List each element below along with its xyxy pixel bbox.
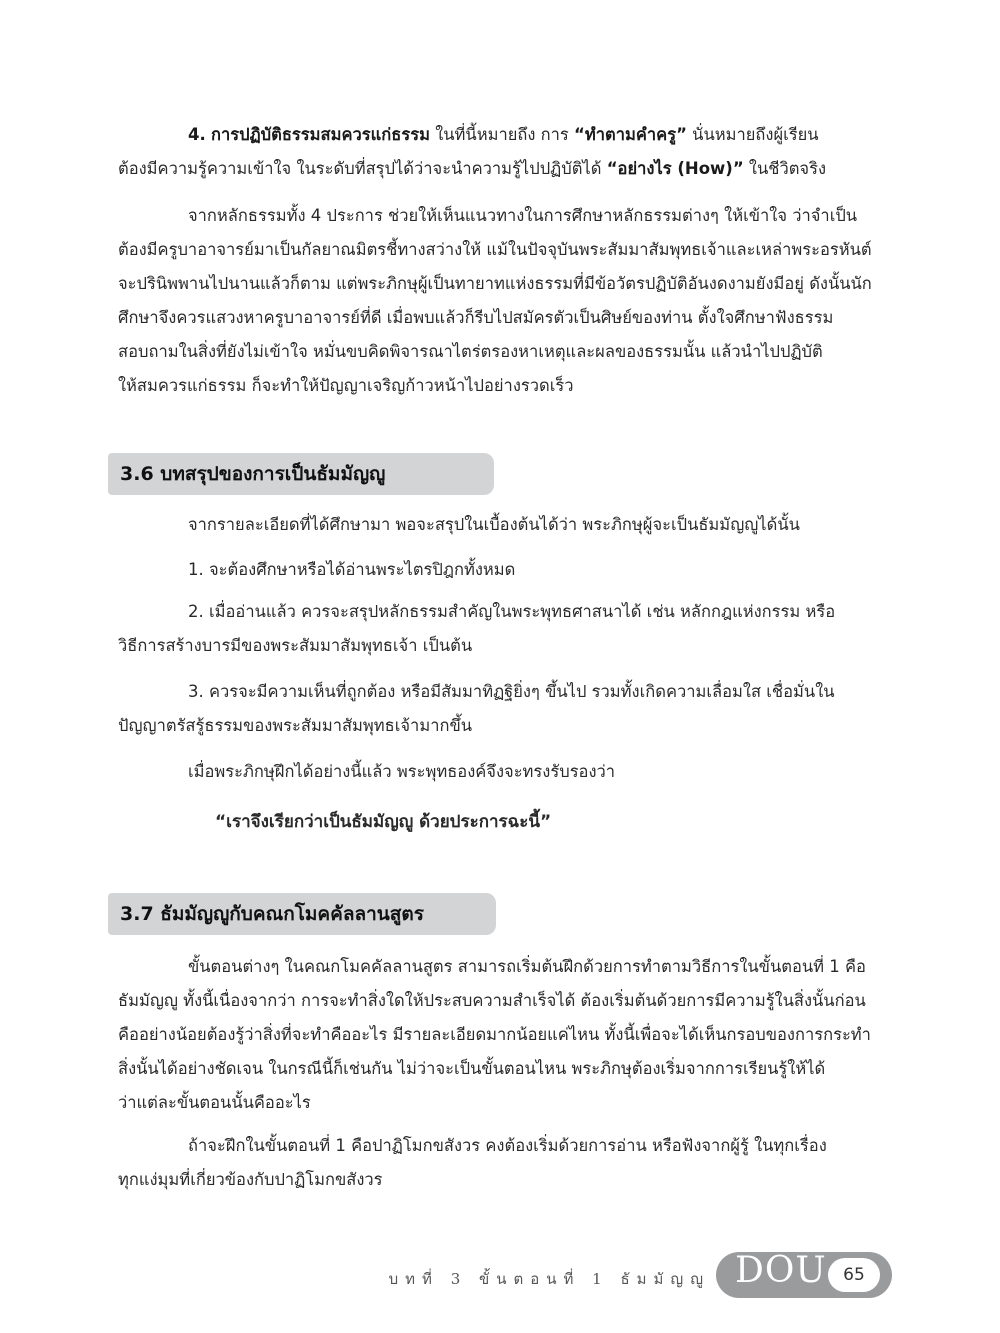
section-3-7-paragraph2 bbox=[118, 1129, 896, 1197]
text-line: ธัมมัญญู ทั้งนี้เนื่องจากว่า การจะทำสิ่งใดให้ประสบความสำเร็จได้ ต้องเริ่มต้นด้วยการมีความรู้ในสิ่งนั้นก่อน bbox=[118, 991, 866, 1010]
text-line: คืออย่างน้อยต้องรู้ว่าสิ่งที่จะทำคืออะไร มีรายละเอียดมากน้อยแค่ไหน ทั้งนี้เพื่อจะได้เห็นกรอบของการกระทำ bbox=[118, 1025, 871, 1044]
text-line: 1. จะต้องศึกษาหรือได้อ่านพระไตรปิฎกทั้งหมด bbox=[188, 560, 516, 579]
text-line: เมื่อพระภิกษุฝึกได้อย่างนี้แล้ว พระพุทธองค์จึงจะทรงรับรองว่า bbox=[188, 762, 616, 781]
text-line: ให้สมควรแก่ธรรม ก็จะทำให้ปัญญาเจริญก้าวหน้าไปอย่างรวดเร็ว bbox=[118, 376, 574, 395]
item4-paragraph bbox=[118, 118, 896, 186]
section-3-6-intro bbox=[118, 508, 896, 542]
text-line: วิธีการสร้างบารมีของพระสัมมาสัมพุทธเจ้า เป็นต้น bbox=[118, 636, 473, 655]
item4-text1: ในที่นี้หมายถึง การ bbox=[429, 125, 575, 144]
text-line: ต้องมีครูบาอาจารย์มาเป็นกัลยาณมิตรชี้ทางสว่างให้ แม้ในปัจจุบันพระสัมมาสัมพุทธเจ้าและเหล่าพระอรหันต์ bbox=[118, 240, 872, 259]
item4-quote1: “ทำตามคำครู” bbox=[574, 125, 687, 144]
text-line: สิ่งนั้นได้อย่างชัดเจน ในกรณีนี้ก็เช่นกัน ไม่ว่าจะเป็นขั้นตอนไหน พระภิกษุต้องเริ่มจากการเรียนรู้ให้ได้ bbox=[118, 1059, 826, 1078]
text-line: ถ้าจะฝึกในขั้นตอนที่ 1 คือปาฏิโมกขสังวร คงต้องเริ่มด้วยการอ่าน หรือฟังจากผู้รู้ ในทุกเรื่อง bbox=[188, 1136, 827, 1155]
text-line: 3. ควรจะมีความเห็นที่ถูกต้อง หรือมีสัมมาทิฏฐิยิ่งๆ ขึ้นไป รวมทั้งเกิดความเลื่อมใส เชื่อมั่นใน bbox=[188, 682, 835, 701]
item4-title: การปฏิบัติธรรมสมควรแก่ธรรม bbox=[211, 125, 430, 144]
summary-paragraph bbox=[118, 199, 896, 403]
text-line: ว่าแต่ละขั้นตอนนั้นคืออะไร bbox=[118, 1093, 311, 1112]
text-line: ทุกแง่มุมที่เกี่ยวข้องกับปาฏิโมกขสังวร bbox=[118, 1170, 383, 1189]
item4-line2 bbox=[118, 152, 896, 186]
footer-chapter-title: บทที่ 3 ขั้นตอนที่ 1 ธัมมัญญู bbox=[388, 1270, 710, 1288]
text-line: ขั้นตอนต่างๆ ในคณกโมคคัลลานสูตร สามารถเริ่มต้นฝึกด้วยการทำตามวิธีการในขั้นตอนที่ 1 คือ bbox=[188, 957, 866, 976]
item4-text3: ต้องมีความรู้ความเข้าใจ ในระดับที่สรุปได้ว่าจะนำความรู้ไปปฏิบัติได้ bbox=[118, 159, 607, 178]
item4-text2: นั่นหมายถึงผู้เรียน bbox=[686, 125, 819, 144]
text-line: จากรายละเอียดที่ได้ศึกษามา พอจะสรุปในเบื้องต้นได้ว่า พระภิกษุผู้จะเป็นธัมมัญญูได้นั้น bbox=[188, 515, 800, 534]
item4-text4: ในชีวิตจริง bbox=[743, 159, 827, 178]
page-number: 65 bbox=[828, 1258, 880, 1292]
section-3-6-heading: 3.6 บทสรุปของการเป็นธัมมัญญู bbox=[108, 453, 494, 495]
item4-number: 4. bbox=[188, 125, 206, 144]
item4-quote2: “อย่างไร (How)” bbox=[606, 159, 744, 178]
dhammannu-quote: “เราจึงเรียกว่าเป็นธัมมัญญู ด้วยประการฉะนี้” bbox=[215, 812, 552, 832]
dou-logo-text: DOU bbox=[735, 1250, 827, 1291]
section-3-6-item3 bbox=[118, 675, 896, 743]
section-3-6-item1 bbox=[118, 553, 896, 587]
text-line: ศึกษาจึงควรแสวงหาครูบาอาจารย์ที่ดี เมื่อพบแล้วก็รีบไปสมัครตัวเป็นศิษย์ของท่าน ตั้งใจศึกษาฟังธรรม bbox=[118, 308, 834, 327]
text-line: จากหลักธรรมทั้ง 4 ประการ ช่วยให้เห็นแนวทางในการศึกษาหลักธรรมต่างๆ ให้เข้าใจ ว่าจำเป็น bbox=[188, 206, 858, 225]
section-3-7-heading: 3.7 ธัมมัญญูกับคณกโมคคัลลานสูตร bbox=[108, 893, 496, 935]
text-line: ปัญญาตรัสรู้ธรรมของพระสัมมาสัมพุทธเจ้ามากขึ้น bbox=[118, 716, 473, 735]
text-line: สอบถามในสิ่งที่ยังไม่เข้าใจ หมั่นขบคิดพิจารณาไตร่ตรองหาเหตุและผลของธรรมนั้น แล้วนำไปปฏิบัติ bbox=[118, 342, 823, 361]
section-3-6-closing bbox=[118, 755, 896, 789]
item4-line1 bbox=[118, 118, 896, 152]
text-line: จะปรินิพพานไปนานแล้วก็ตาม แต่พระภิกษุผู้เป็นทายาทแห่งธรรมที่มีข้อวัตรปฏิบัติอันงดงามยังมีอยู่ ดังนั้นนัก bbox=[118, 274, 872, 293]
section-3-6-item2 bbox=[118, 595, 896, 663]
section-3-7-paragraph1 bbox=[118, 950, 896, 1120]
text-line: 2. เมื่ออ่านแล้ว ควรจะสรุปหลักธรรมสำคัญในพระพุทธศาสนาได้ เช่น หลักกฎแห่งกรรม หรือ bbox=[188, 602, 836, 621]
